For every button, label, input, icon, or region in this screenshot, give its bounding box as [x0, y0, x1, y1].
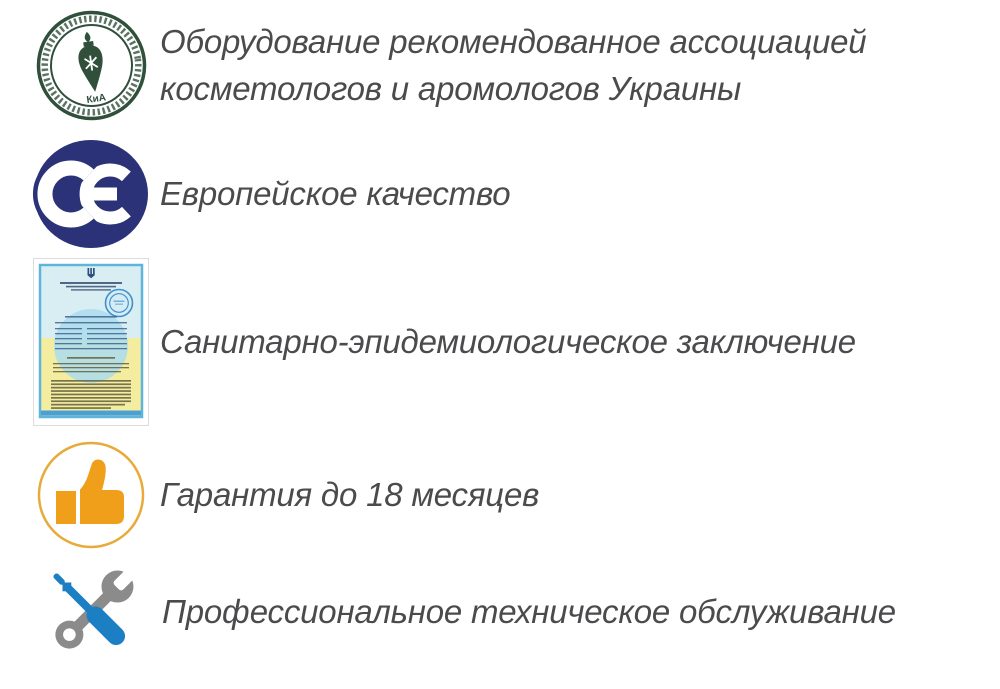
ce-mark-icon-box — [30, 138, 152, 250]
tools-icon-box — [30, 556, 154, 668]
thumbs-up-icon — [36, 440, 146, 550]
benefit-label-certificate: Санитарно-эпидемиологическое заключение — [160, 322, 856, 360]
certificate-icon-box — [30, 258, 152, 426]
benefit-item-warranty — [0, 440, 1000, 550]
thumbs-up-icon-box — [30, 440, 152, 550]
association-seal-icon — [34, 8, 149, 123]
benefit-label-ce: Европейское качество — [160, 174, 511, 212]
benefit-item-ce — [0, 138, 1000, 250]
benefit-label-service: Профессиональное техническое обслуживание — [162, 592, 896, 630]
ce-mark-icon — [31, 138, 151, 250]
tools-icon — [30, 556, 154, 668]
certificate-icon — [33, 258, 149, 426]
benefit-item-certificate — [0, 258, 1000, 426]
association-seal-icon-box — [30, 8, 152, 123]
thumb-cuff — [56, 491, 76, 524]
certificate-stamp — [106, 290, 133, 317]
benefit-item-service — [0, 556, 1000, 668]
benefit-label-association: Оборудование рекомендованное ассоциацией косметологов и аромологов Украины — [160, 23, 867, 107]
benefit-item-association — [0, 8, 1000, 123]
benefit-label-warranty: Гарантия до 18 месяцев — [160, 475, 540, 513]
seal-caption: КиА — [85, 92, 107, 106]
